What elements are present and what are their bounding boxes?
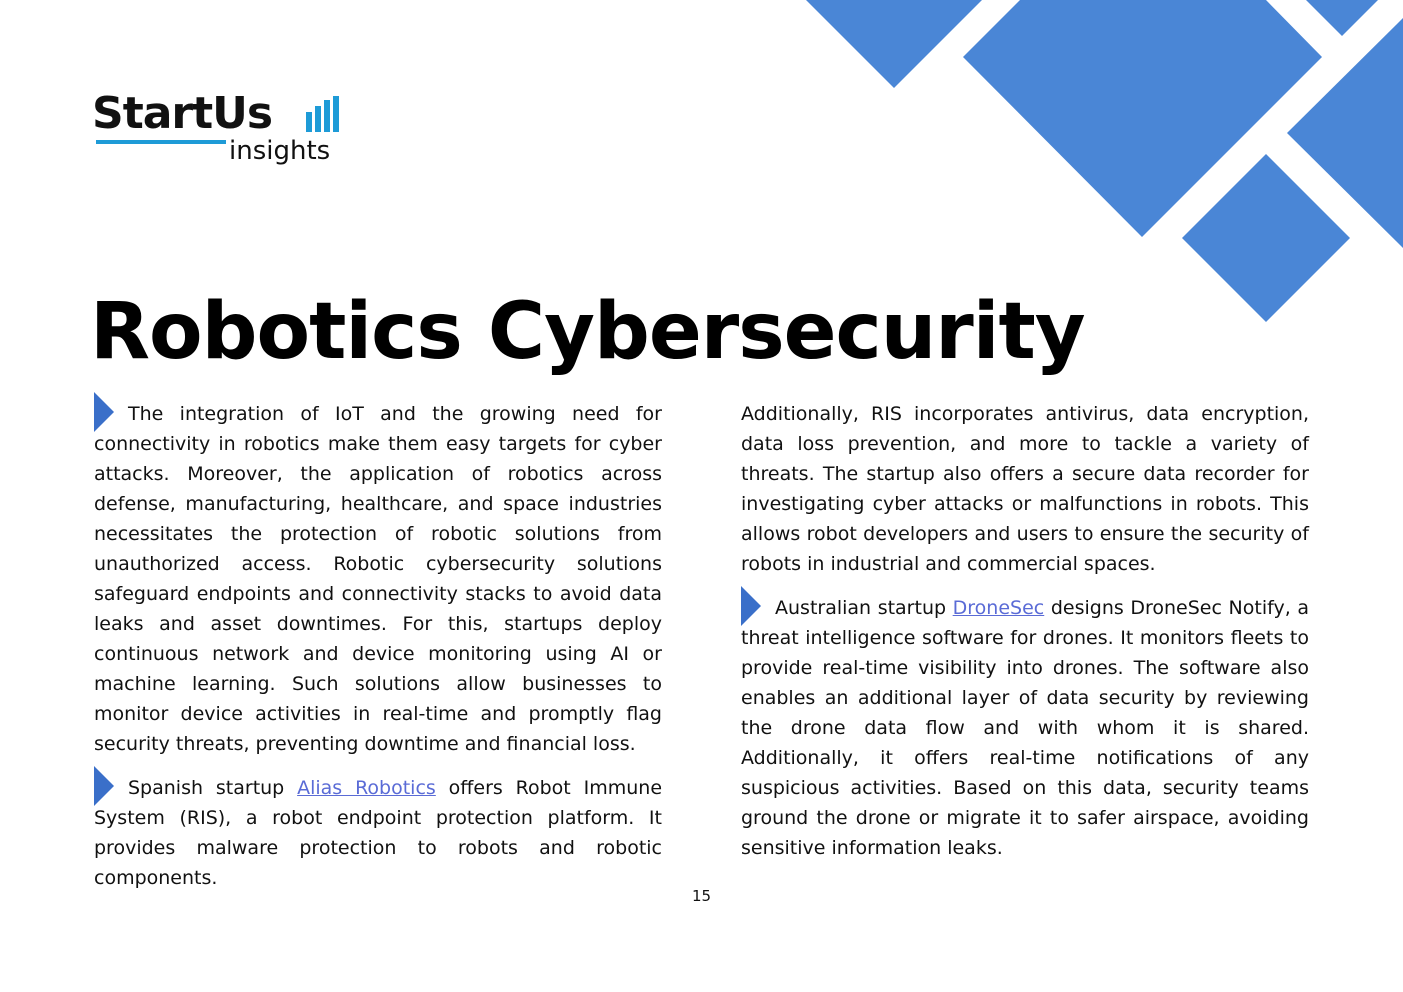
- left-column: [94, 399, 662, 907]
- right-column: [741, 399, 1309, 877]
- page-title: Robotics Cybersecurity: [90, 287, 1085, 377]
- paragraph-text: designs DroneSec Notify, a threat intelligence software for drones. It monitors fleets to provide real-time visibility into drones. The software also enables an additional layer of data security by reviewing the drone data flow and with whom it is shared. Additionally, it offers real-time notifications of any suspicious activities. Based on this data, security teams ground the drone or migrate it to safer airspace, avoiding sensitive information leaks.: [741, 597, 1309, 859]
- dronesec-paragraph: [741, 593, 1309, 863]
- paragraph-text: offers Robot Immune System (RIS), a robot endpoint protection platform. It provides malware protection to robots and robotic components.: [94, 777, 663, 889]
- diamond-shape: [1287, 18, 1403, 248]
- logo-wordmark: StartUs: [92, 88, 273, 139]
- bar-chart-icon: [306, 96, 340, 132]
- intro-text: The integration of IoT and the growing need for connectivity in robotics make them easy targets for cyber attacks. Moreover, the application of robotics across defense, manufacturing, healthcare, and space industries necessitates the protection of robotic solutions from unauthorized access. Robotic cybersecurity solutions safeguard endpoints and connectivity stacks to avoid data leaks and asset downtimes. For this, startups deploy continuous network and device monitoring using AI or machine learning. Such solutions allow businesses to monitor device activities in real-time and promptly flag security threats, preventing downtime and financial loss.: [94, 403, 662, 755]
- ris-continuation-paragraph: [741, 399, 1309, 579]
- startus-insights-logo: [92, 88, 352, 178]
- alias-robotics-paragraph: [94, 773, 662, 893]
- paragraph-text: Australian startup: [775, 597, 953, 619]
- triangle-bullet-icon: [741, 586, 761, 626]
- logo-subtitle: insights: [229, 136, 331, 166]
- paragraph-text: Additionally, RIS incorporates antivirus, data encryption, data loss prevention, and more to tackle a variety of threats. The startup also offers a secure data recorder for investigating cyber attacks or malfunctions in robots. This allows robot developers and users to ensure the security of robots in industrial and commercial spaces.: [741, 403, 1309, 575]
- triangle-bullet-icon: [94, 392, 114, 432]
- triangle-bullet-icon: [94, 766, 114, 806]
- diamond-shape: [1182, 154, 1350, 322]
- intro-paragraph: [94, 399, 662, 759]
- alias-robotics-link[interactable]: Alias Robotics: [297, 777, 436, 799]
- diamond-shape: [963, 0, 1322, 237]
- diamond-shape: [806, 0, 982, 88]
- diamond-shape: [1306, 0, 1378, 36]
- dronesec-link[interactable]: DroneSec: [952, 597, 1045, 619]
- paragraph-text: Spanish startup: [128, 777, 298, 799]
- logo-underline: [96, 140, 226, 144]
- page-number: 15: [691, 887, 712, 905]
